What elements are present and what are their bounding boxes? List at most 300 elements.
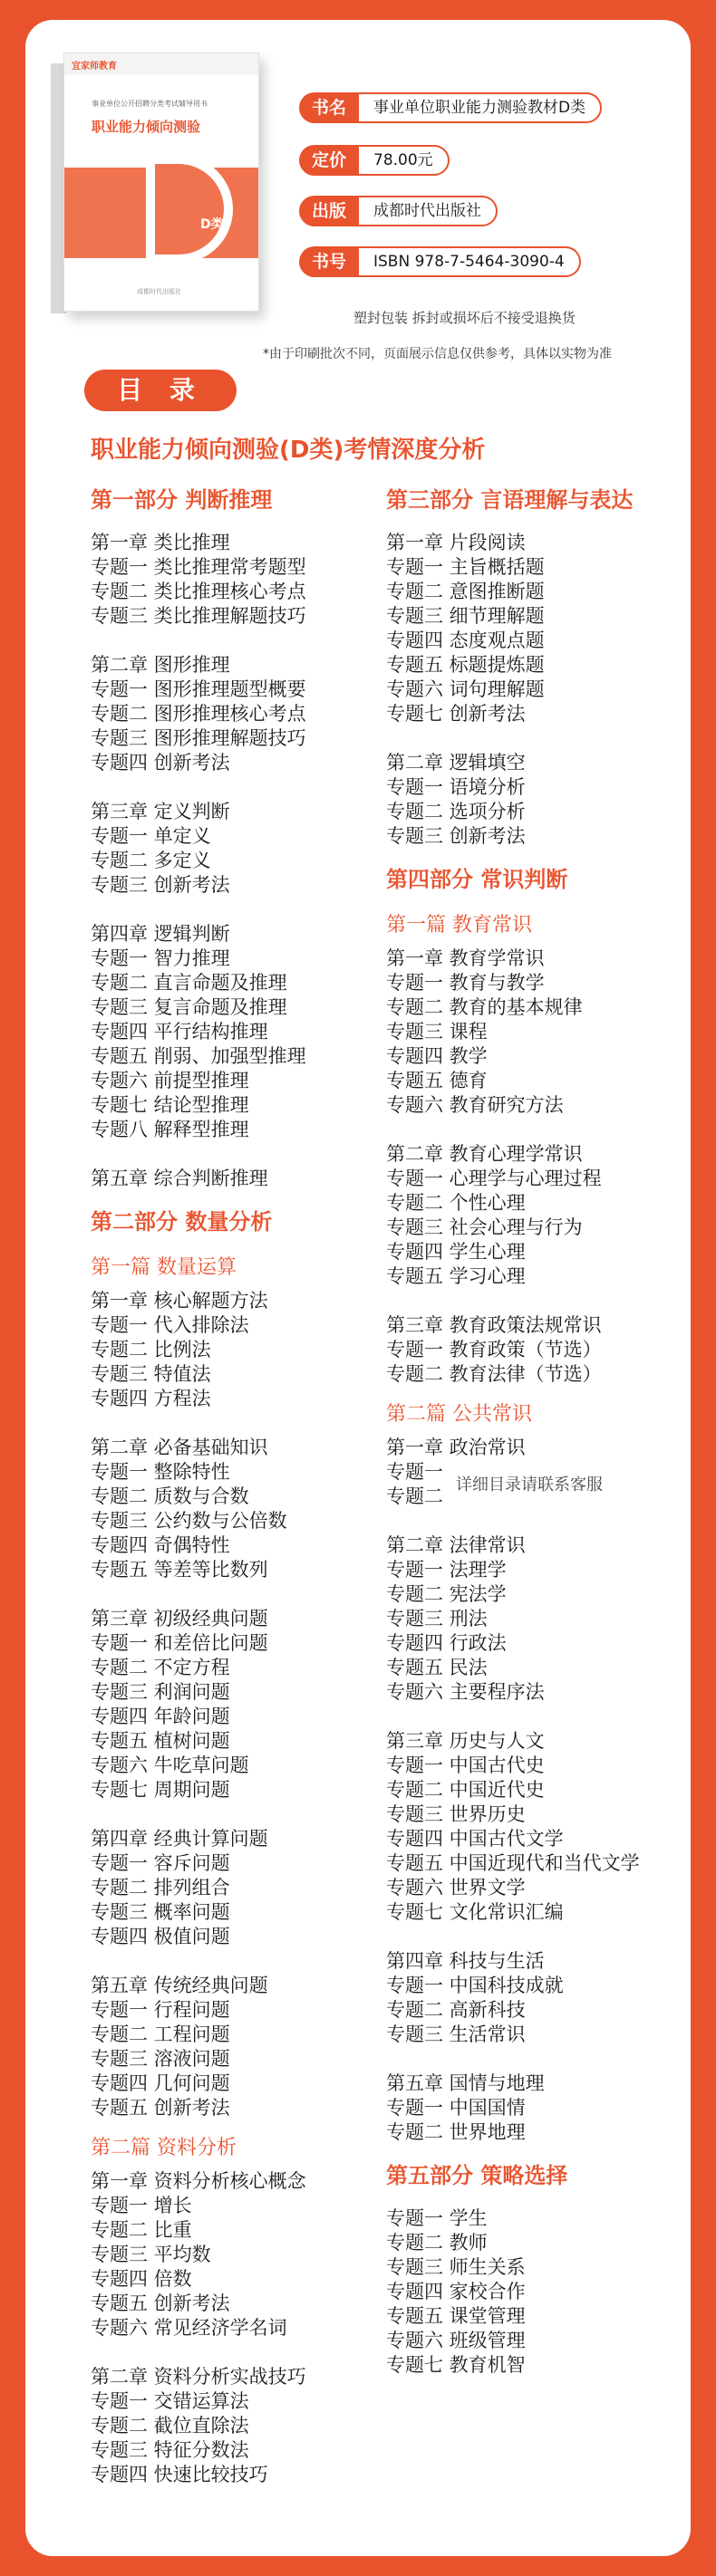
toc-entry [91, 1533, 390, 1558]
toc-entry-text: 第二章 教育心理学常识 [386, 1143, 583, 1165]
toc-entry [386, 1754, 685, 1778]
toc-entry-text: 专题六 前提型推理 [91, 1070, 249, 1091]
toc-entry-text: 专题一 类比推理常考题型 [91, 556, 306, 578]
toc-entry [91, 1631, 390, 1656]
part-title: 第二部分 数量分析 [91, 1209, 273, 1235]
toc-entry-text: 专题一 和差倍比问题 [91, 1632, 268, 1654]
toc-entry-text: 专题一 增长 [91, 2195, 192, 2216]
spacer [386, 1509, 685, 1533]
toc-entry [91, 824, 390, 849]
toc-entry [386, 1191, 685, 1216]
cover-logo: 宜家师教育 [72, 62, 117, 72]
toc-entry-text: 专题三 平均数 [91, 2244, 211, 2265]
toc-entry-text: 专题五 标题提炼题 [386, 654, 545, 676]
spacer [91, 1142, 390, 1167]
book-front [63, 53, 259, 312]
toc-entry [91, 849, 390, 873]
toc-entry-text: 专题三 生活常识 [386, 2023, 526, 2045]
toc-entry-text: 专题二 多定义 [91, 850, 211, 871]
toc-entry-text: 专题二 高新科技 [386, 1999, 526, 2021]
toc-entry-text: 专题一 单定义 [91, 825, 211, 847]
toc-entry-text: 专题六 教育研究方法 [386, 1094, 564, 1116]
toc-entry [386, 1436, 685, 1460]
toc-entry [91, 1044, 390, 1069]
toc-entry-text: 第一章 类比推理 [91, 532, 230, 553]
toc-entry-text: 专题三 创新考法 [386, 825, 526, 847]
toc-entry [91, 1362, 390, 1387]
toc-entry-text: 专题三 课程 [386, 1021, 488, 1043]
packaging-note: 塑封包装 拆封或损坏后不接受退换货 [353, 310, 576, 326]
part-title: 第一部分 判断推理 [91, 487, 273, 513]
info-value: 成都时代出版社 [353, 196, 498, 226]
toc-entry-text: 专题五 植树问题 [91, 1730, 230, 1752]
toc-entry-text: 专题五 中国近现代和当代文学 [386, 1852, 640, 1874]
toc-entry-text: 专题二 工程问题 [91, 2023, 230, 2045]
toc-entry [91, 555, 390, 580]
toc-entry-text: 专题二 直言命题及推理 [91, 972, 287, 994]
toc-entry [386, 580, 685, 604]
toc-entry-text: 第一章 政治常识 [386, 1437, 526, 1458]
toc-entry [91, 653, 390, 678]
toc-entry [386, 2206, 685, 2231]
toc-entry-text: 专题五 创新考法 [91, 2097, 230, 2119]
spacer [91, 1802, 390, 1827]
toc-entry [386, 1558, 685, 1582]
toc-entry-text: 专题二 [386, 1485, 443, 1507]
toc-entry-text: 专题三 图形推理解题技巧 [91, 727, 306, 749]
toc-entry-text: 专题三 细节理解题 [386, 605, 545, 627]
toc-entry-text: 专题七 教育机智 [386, 2354, 526, 2376]
toc-entry [386, 2304, 685, 2329]
toc-entry-text: 专题五 削弱、加强型推理 [91, 1045, 306, 1067]
toc-entry [386, 1680, 685, 1705]
toc-entry [91, 1509, 390, 1533]
spacer [386, 849, 685, 861]
toc-entry-text: 专题四 行政法 [386, 1632, 507, 1654]
toc-entry-text: 专题三 概率问题 [91, 1901, 230, 1923]
toc-entry [386, 947, 685, 971]
toc-entry [91, 1705, 390, 1729]
toc-entry-text: 专题四 极值问题 [91, 1926, 230, 1947]
toc-entry [91, 1925, 390, 1949]
spacer [91, 1949, 390, 1974]
cover-subtitle: 事业单位公开招聘分类考试辅导用书 [92, 100, 208, 108]
toc-entry [91, 1069, 390, 1093]
toc-entry-text: 专题七 结论型推理 [91, 1094, 249, 1116]
disclaimer-note: *由于印刷批次不同，页面展示信息仅供参考，具体以实物为准 [263, 347, 612, 361]
spacer [386, 1289, 685, 1313]
toc-entry [386, 1475, 685, 1509]
toc-entry [91, 2096, 390, 2120]
spacer [91, 2120, 390, 2133]
spacer [386, 1705, 685, 1729]
toc-entry [91, 1778, 390, 1802]
toc-entry-text: 专题五 民法 [386, 1657, 488, 1678]
toc-entry [91, 604, 390, 629]
toc-entry-text: 专题四 中国古代文学 [386, 1828, 564, 1850]
toc-entry [386, 1827, 685, 1851]
toc-entry-text: 专题四 态度观点题 [386, 630, 545, 651]
toc-entry-text: 专题一 中国国情 [386, 2097, 526, 2119]
toc-entry-text: 专题四 倍数 [91, 2268, 192, 2290]
section-title: 第一篇 数量运算 [91, 1256, 237, 1279]
toc-entry-text: 专题一 法理学 [386, 1559, 507, 1581]
toc-entry [91, 1827, 390, 1851]
toc-entry-text: 专题四 奇偶特性 [91, 1534, 230, 1556]
toc-entry-text: 专题一 [386, 1461, 443, 1483]
toc-entry [386, 971, 685, 995]
toc-entry [386, 1607, 685, 1631]
toc-entry-text: 专题一 整除特性 [91, 1461, 230, 1483]
toc-entry-text: 专题二 选项分析 [386, 801, 526, 822]
toc-entry [91, 2316, 390, 2341]
toc-entry [91, 1387, 390, 1411]
toc-entry [91, 922, 390, 947]
toc-entry-text: 专题一 图形推理题型概要 [91, 678, 306, 700]
toc-entry-text: 专题二 图形推理核心考点 [91, 703, 306, 725]
toc-entry [386, 1362, 685, 1387]
toc-entry-text: 专题三 复言命题及推理 [91, 996, 287, 1018]
toc-entry-text: 专题四 快速比较技巧 [91, 2464, 268, 2485]
toc-entry [386, 1313, 685, 1338]
toc-entry [386, 629, 685, 653]
toc-entry [386, 1069, 685, 1093]
toc-entry [386, 1338, 685, 1362]
toc-entry [91, 2267, 390, 2292]
toc-entry-text: 专题二 排列组合 [91, 1877, 230, 1898]
info-tag: 书号 [299, 246, 359, 277]
toc-entry-text: 专题五 学习心理 [386, 1265, 526, 1287]
toc-entry-text: 专题七 周期问题 [91, 1779, 230, 1801]
spacer [386, 1387, 685, 1399]
toc-entry [386, 2071, 685, 2096]
toc-entry [91, 2389, 390, 2414]
toc-entry-text: 专题三 公约数与公倍数 [91, 1510, 287, 1532]
toc-entry-text: 专题六 词句理解题 [386, 678, 545, 700]
toc-entry [91, 1680, 390, 1705]
toc-entry [386, 1240, 685, 1264]
toc-entry [386, 2353, 685, 2378]
toc-entry [91, 2243, 390, 2267]
toc-entry-text: 专题二 世界地理 [386, 2121, 526, 2143]
toc-entry [91, 1118, 390, 1142]
toc-entry-text: 专题三 世界历史 [386, 1803, 526, 1825]
toc-entry-text: 专题三 类比推理解题技巧 [91, 605, 306, 627]
toc-entry [91, 531, 390, 555]
toc-left-column [91, 482, 390, 2487]
part-title: 第三部分 言语理解与表达 [386, 487, 634, 513]
toc-entry-text: 专题二 教育的基本规律 [386, 996, 583, 1018]
toc-entry [386, 1729, 685, 1754]
toc-entry-text: 专题一 学生 [386, 2207, 488, 2229]
toc-entry-text: 第四章 逻辑判断 [91, 923, 230, 945]
toc-entry-text: 第五章 国情与地理 [386, 2072, 545, 2094]
toc-entry [91, 1485, 390, 1509]
toc-entry [91, 1338, 390, 1362]
toc-entry [386, 1998, 685, 2023]
toc-entry-text: 专题一 交错运算法 [91, 2390, 249, 2412]
toc-entry-text: 专题六 牛吃草问题 [91, 1754, 249, 1776]
toc-entry-text: 专题二 教育法律（节选） [386, 1363, 602, 1385]
toc-entry [386, 1167, 685, 1191]
toc-entry-text: 第一章 片段阅读 [386, 532, 526, 553]
toc-entry [386, 555, 685, 580]
toc-entry [91, 726, 390, 751]
toc-entry-text: 专题二 意图推断题 [386, 581, 545, 602]
toc-entry [91, 1313, 390, 1338]
toc-entry [386, 702, 685, 726]
toc-entry [91, 2194, 390, 2218]
toc-entry-text: 专题五 等差等比数列 [91, 1559, 268, 1581]
toc-entry-text: 第五章 传统经典问题 [91, 1975, 268, 1996]
toc-entry [91, 1974, 390, 1998]
toc-entry-text: 专题一 教育与教学 [386, 972, 545, 994]
toc-entry-text: 专题二 不定方程 [91, 1657, 230, 1678]
toc-entry-text: 专题三 利润问题 [91, 1681, 230, 1703]
toc-entry-text: 专题二 质数与合数 [91, 1485, 249, 1507]
toc-entry [91, 702, 390, 726]
toc-entry-text: 专题二 教师 [386, 2232, 488, 2254]
toc-entry [386, 775, 685, 800]
toc-entry [91, 678, 390, 702]
toc-entry [386, 2280, 685, 2304]
spacer [386, 1118, 685, 1142]
toc-entry-text: 专题一 代入排除法 [91, 1314, 249, 1336]
toc-entry-text: 专题三 特征分数法 [91, 2439, 249, 2461]
toc-entry-text: 专题四 教学 [386, 1045, 488, 1067]
info-value: 事业单位职业能力测验教材D类 [353, 92, 602, 123]
toc-entry-text: 专题一 心理学与心理过程 [386, 1168, 602, 1189]
toc-entry-text: 专题一 主旨概括题 [386, 556, 545, 578]
toc-entry-text: 专题三 创新考法 [91, 874, 230, 896]
info-row-isbn [299, 246, 649, 279]
spacer [386, 1925, 685, 1949]
toc-entry [386, 824, 685, 849]
toc-entry-text: 第一章 资料分析核心概念 [91, 2170, 306, 2192]
toc-entry [386, 751, 685, 775]
toc-entry-text: 专题二 类比推理核心考点 [91, 581, 306, 602]
toc-entry [386, 2023, 685, 2047]
toc-entry [386, 653, 685, 678]
toc-entry-text: 专题一 中国科技成就 [386, 1975, 564, 1996]
toc-entry [386, 1631, 685, 1656]
toc-entry [386, 678, 685, 702]
toc-entry [386, 1044, 685, 1069]
toc-entry [91, 800, 390, 824]
toc-entry [91, 580, 390, 604]
toc-entry-text: 第二章 必备基础知识 [91, 1437, 268, 1458]
toc-entry-text: 第二章 逻辑填空 [386, 752, 526, 774]
info-value: 78.00元 [353, 145, 450, 176]
toc-entry-text: 专题四 年龄问题 [91, 1706, 230, 1727]
toc-entry [386, 2096, 685, 2120]
toc-entry [386, 2255, 685, 2280]
toc-entry [386, 1582, 685, 1607]
info-row-publisher [299, 196, 649, 228]
toc-entry-text: 专题四 几何问题 [91, 2072, 230, 2094]
toc-entry-text: 专题八 解释型推理 [91, 1119, 249, 1140]
toc-entry [386, 1949, 685, 1974]
section-title: 第一篇 教育常识 [386, 914, 532, 937]
toc-entry [386, 1093, 685, 1118]
toc-entry-text: 专题三 溶液问题 [91, 2048, 230, 2070]
info-row-title [299, 92, 649, 125]
toc-entry [91, 1289, 390, 1313]
toc-entry [386, 1876, 685, 1900]
toc-entry [386, 1656, 685, 1680]
toc-entry [386, 1974, 685, 1998]
spacer [386, 2047, 685, 2071]
toc-entry-text: 专题五 创新考法 [91, 2292, 230, 2314]
toc-badge: 目 录 [84, 370, 237, 411]
toc-entry [91, 1851, 390, 1876]
toc-entry [386, 2231, 685, 2255]
toc-entry [91, 1729, 390, 1754]
toc-entry-text: 专题六 主要程序法 [386, 1681, 545, 1703]
toc-entry [91, 1436, 390, 1460]
toc-entry-text: 第一章 核心解题方法 [91, 1290, 268, 1312]
toc-entry [91, 1754, 390, 1778]
toc-entry [386, 1142, 685, 1167]
cover-letter: D类 [200, 217, 224, 232]
toc-entry-text: 专题五 课堂管理 [386, 2305, 526, 2327]
toc-entry-text: 第四章 经典计算问题 [91, 1828, 268, 1850]
toc-entry [91, 2438, 390, 2463]
toc-entry-text: 专题七 创新考法 [386, 703, 526, 725]
spacer [386, 726, 685, 751]
toc-entry-text: 第四章 科技与生活 [386, 1950, 545, 1972]
spacer [91, 1411, 390, 1436]
toc-entry [91, 873, 390, 898]
toc-entry [91, 2463, 390, 2487]
cover-publisher: 成都时代出版社 [137, 288, 181, 295]
toc-entry-text: 专题六 班级管理 [386, 2330, 526, 2351]
toc-entry [91, 751, 390, 775]
toc-right-column [386, 482, 685, 2378]
spacer [91, 629, 390, 653]
toc-entry-text: 专题五 德育 [386, 1070, 488, 1091]
toc-entry [91, 2169, 390, 2194]
toc-entry-text: 第三章 教育政策法规常识 [386, 1314, 602, 1336]
toc-entry-text: 第二章 法律常识 [386, 1534, 526, 1556]
toc-entry [91, 2365, 390, 2389]
toc-entry-text: 专题二 宪法学 [386, 1583, 507, 1605]
toc-entry-text: 专题七 文化常识汇编 [386, 1901, 564, 1923]
toc-entry [91, 1167, 390, 1191]
info-tag: 书名 [299, 92, 359, 123]
toc-entry-text: 专题四 学生心理 [386, 1241, 526, 1263]
spacer [91, 1582, 390, 1607]
spacer [91, 898, 390, 922]
main-title: 职业能力倾向测验(D类)考情深度分析 [91, 437, 486, 464]
toc-entry-text: 专题三 师生关系 [386, 2256, 526, 2278]
toc-entry [386, 995, 685, 1020]
toc-entry [386, 604, 685, 629]
toc-entry [386, 800, 685, 824]
toc-entry [386, 531, 685, 555]
spacer [91, 775, 390, 800]
toc-entry-text: 第三章 定义判断 [91, 801, 230, 822]
toc-entry [386, 1802, 685, 1827]
info-tag: 定价 [299, 145, 359, 176]
toc-entry [91, 1460, 390, 1485]
toc-entry-text: 专题四 方程法 [91, 1388, 211, 1409]
toc-entry-text: 专题四 创新考法 [91, 752, 230, 774]
toc-entry-text: 第三章 历史与人文 [386, 1730, 545, 1752]
toc-entry-text: 专题一 容斥问题 [91, 1852, 230, 1874]
toc-entry [386, 1533, 685, 1558]
toc-entry-text: 第二章 资料分析实战技巧 [91, 2366, 306, 2388]
toc-entry-text: 专题二 个性心理 [386, 1192, 526, 1214]
spacer [386, 2145, 685, 2158]
toc-entry [91, 1558, 390, 1582]
info-row-price [299, 145, 649, 178]
toc-entry-text: 专题二 比例法 [91, 1339, 211, 1360]
toc-entry [386, 2329, 685, 2353]
toc-entry [386, 2120, 685, 2145]
part-title: 第五部分 策略选择 [386, 2163, 568, 2188]
cover-title: 职业能力倾向测验 [92, 119, 201, 135]
toc-entry-text: 专题一 语境分析 [386, 776, 526, 798]
spacer [91, 2341, 390, 2365]
toc-entry [91, 1607, 390, 1631]
toc-entry [91, 2047, 390, 2071]
toc-entry [91, 2023, 390, 2047]
toc-entry-text: 专题六 世界文学 [386, 1877, 526, 1898]
toc-entry-text: 专题三 特值法 [91, 1363, 211, 1385]
toc-entry-text: 专题二 截位直除法 [91, 2415, 249, 2437]
toc-entry [91, 1020, 390, 1044]
toc-entry-text: 专题一 中国古代史 [386, 1754, 545, 1776]
toc-entry [386, 1851, 685, 1876]
book-cover-image [51, 53, 259, 315]
toc-entry [91, 995, 390, 1020]
info-value: ISBN 978-7-5464-3090-4 [353, 246, 581, 277]
toc-entry [91, 2071, 390, 2096]
toc-entry-text: 第一章 教育学常识 [386, 947, 545, 969]
info-tag: 出版 [299, 196, 359, 226]
toc-entry-text: 专题一 智力推理 [91, 947, 230, 969]
toc-entry [91, 1656, 390, 1680]
part-title: 第四部分 常识判断 [386, 867, 568, 892]
toc-entry [91, 1876, 390, 1900]
spacer [91, 1191, 390, 1204]
toc-entry [386, 1216, 685, 1240]
toc-entry [91, 2292, 390, 2316]
toc-entry [91, 971, 390, 995]
toc-entry [91, 1998, 390, 2023]
toc-entry [386, 1900, 685, 1925]
toc-entry-text: 第三章 初级经典问题 [91, 1608, 268, 1629]
toc-entry [91, 2414, 390, 2438]
toc-entry-text: 专题一 教育政策（节选） [386, 1339, 602, 1360]
toc-entry-text: 专题二 比重 [91, 2219, 192, 2241]
toc-entry-text: 专题三 社会心理与行为 [386, 1216, 583, 1238]
section-title: 第二篇 公共常识 [386, 1403, 532, 1426]
toc-entry-text: 第五章 综合判断推理 [91, 1168, 268, 1189]
toc-entry-text: 专题一 行程问题 [91, 1999, 230, 2021]
contact-service-note: 详细目录请联系客服 [456, 1475, 603, 1495]
toc-entry-text: 专题二 中国近代史 [386, 1779, 545, 1801]
toc-entry [91, 947, 390, 971]
toc-entry-text: 专题四 家校合作 [386, 2281, 526, 2302]
toc-entry [91, 1900, 390, 1925]
toc-entry-text: 第二章 图形推理 [91, 654, 230, 676]
toc-entry [386, 1020, 685, 1044]
toc-entry-text: 专题四 平行结构推理 [91, 1021, 268, 1043]
toc-entry-text: 专题三 刑法 [386, 1608, 488, 1629]
toc-entry [91, 2218, 390, 2243]
